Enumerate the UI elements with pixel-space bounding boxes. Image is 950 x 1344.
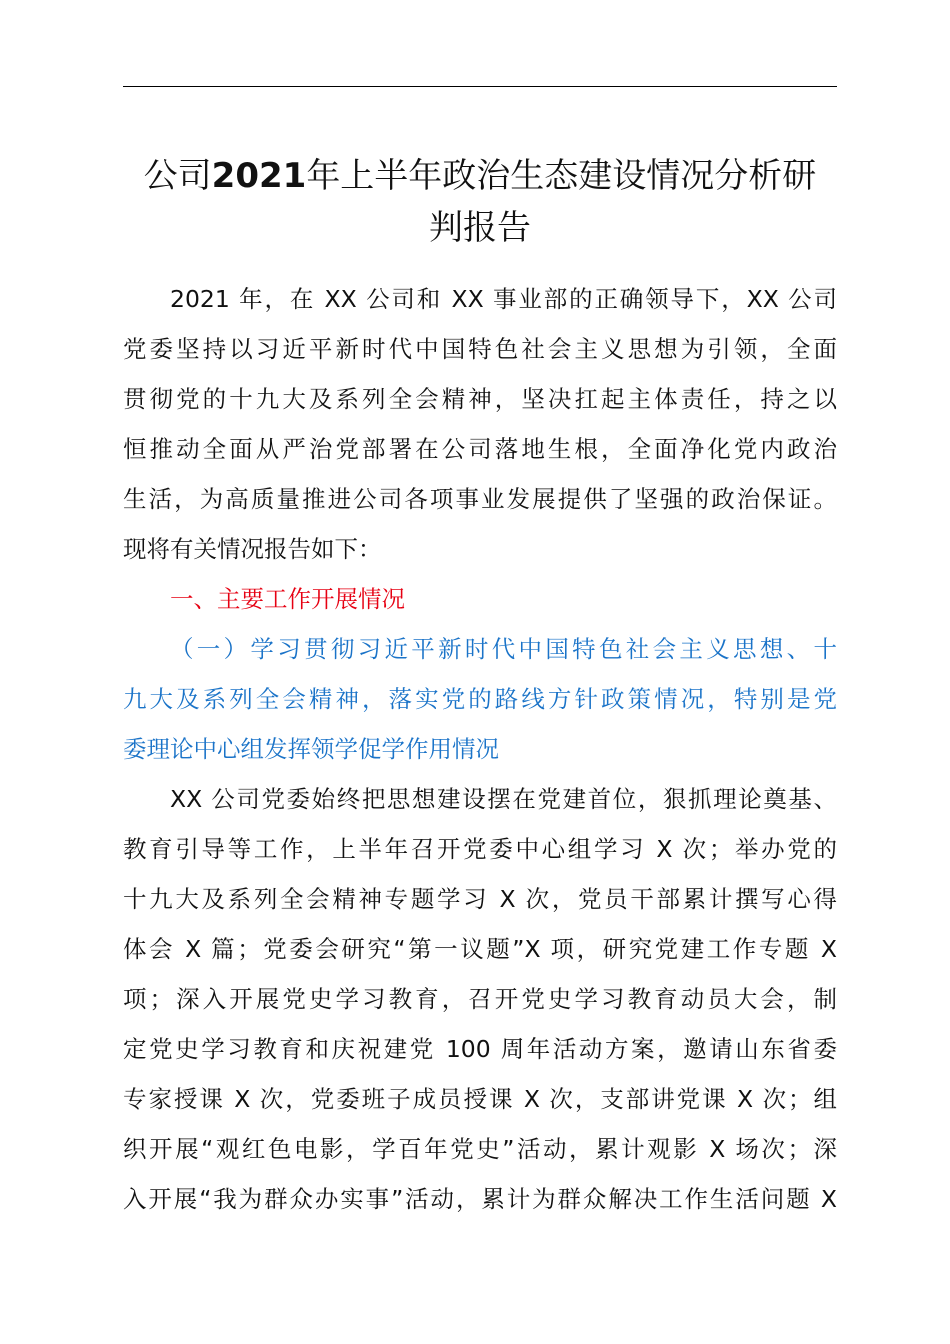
title-prefix: 公司 bbox=[143, 156, 212, 196]
document-title bbox=[123, 150, 837, 254]
text-line: 十九大及系列全会精神专题学习 X 次，党员干部累计撰写心得 bbox=[123, 885, 837, 913]
text-line: 入开展“我为群众办实事”活动，累计为群众解决工作生活问题 X bbox=[123, 1185, 837, 1213]
heading-line: 九大及系列全会精神，落实党的路线方针政策情况，特别是党 bbox=[123, 685, 837, 713]
text-line: 织开展“观红色电影，学百年党史”活动，累计观影 X 场次；深 bbox=[123, 1135, 837, 1163]
title-line-2: 判报告 bbox=[429, 208, 531, 248]
text-line: 体会 X 篇；党委会研究“第一议题”X 项，研究党建工作专题 X bbox=[123, 935, 837, 963]
header-rule bbox=[123, 86, 837, 87]
text-line: 定党史学习教育和庆祝建党 100 周年活动方案，邀请山东省委 bbox=[123, 1035, 837, 1063]
title-line-1-rest: 年上半年政治生态建设情况分析研 bbox=[306, 156, 817, 196]
text-line: 专家授课 X 次，党委班子成员授课 X 次，支部讲党课 X 次；组 bbox=[123, 1085, 837, 1113]
text-line: 党委坚持以习近平新时代中国特色社会主义思想为引领，全面 bbox=[123, 335, 837, 363]
text-line: 现将有关情况报告如下： bbox=[123, 535, 382, 563]
text-line: 恒推动全面从严治党部署在公司落地生根，全面净化党内政治 bbox=[123, 435, 837, 463]
text-line: 生活，为高质量推进公司各项事业发展提供了坚强的政治保证。 bbox=[123, 485, 837, 513]
text-line: 贯彻党的十九大及系列全会精神，坚决扛起主体责任，持之以 bbox=[123, 385, 837, 413]
text-line: 项；深入开展党史学习教育，召开党史学习教育动员大会，制 bbox=[123, 985, 837, 1013]
document-body bbox=[123, 274, 837, 1224]
title-line-1 bbox=[123, 150, 837, 202]
text-line: 2021 年，在 XX 公司和 XX 事业部的正确领导下，XX 公司 bbox=[170, 285, 837, 313]
text-line: 教育引导等工作，上半年召开党委中心组学习 X 次；举办党的 bbox=[123, 835, 837, 863]
subsection-heading bbox=[123, 624, 837, 774]
intro-paragraph bbox=[123, 274, 837, 574]
text-line: XX 公司党委始终把思想建设摆在党建首位，狠抓理论奠基、 bbox=[170, 785, 837, 813]
section-heading: 一、主要工作开展情况 bbox=[170, 585, 405, 613]
heading-line: 委理论中心组发挥领学促学作用情况 bbox=[123, 735, 499, 763]
heading-line: （一）学习贯彻习近平新时代中国特色社会主义思想、十 bbox=[170, 635, 837, 663]
body-paragraph bbox=[123, 774, 837, 1224]
title-year: 2021 bbox=[211, 156, 307, 196]
